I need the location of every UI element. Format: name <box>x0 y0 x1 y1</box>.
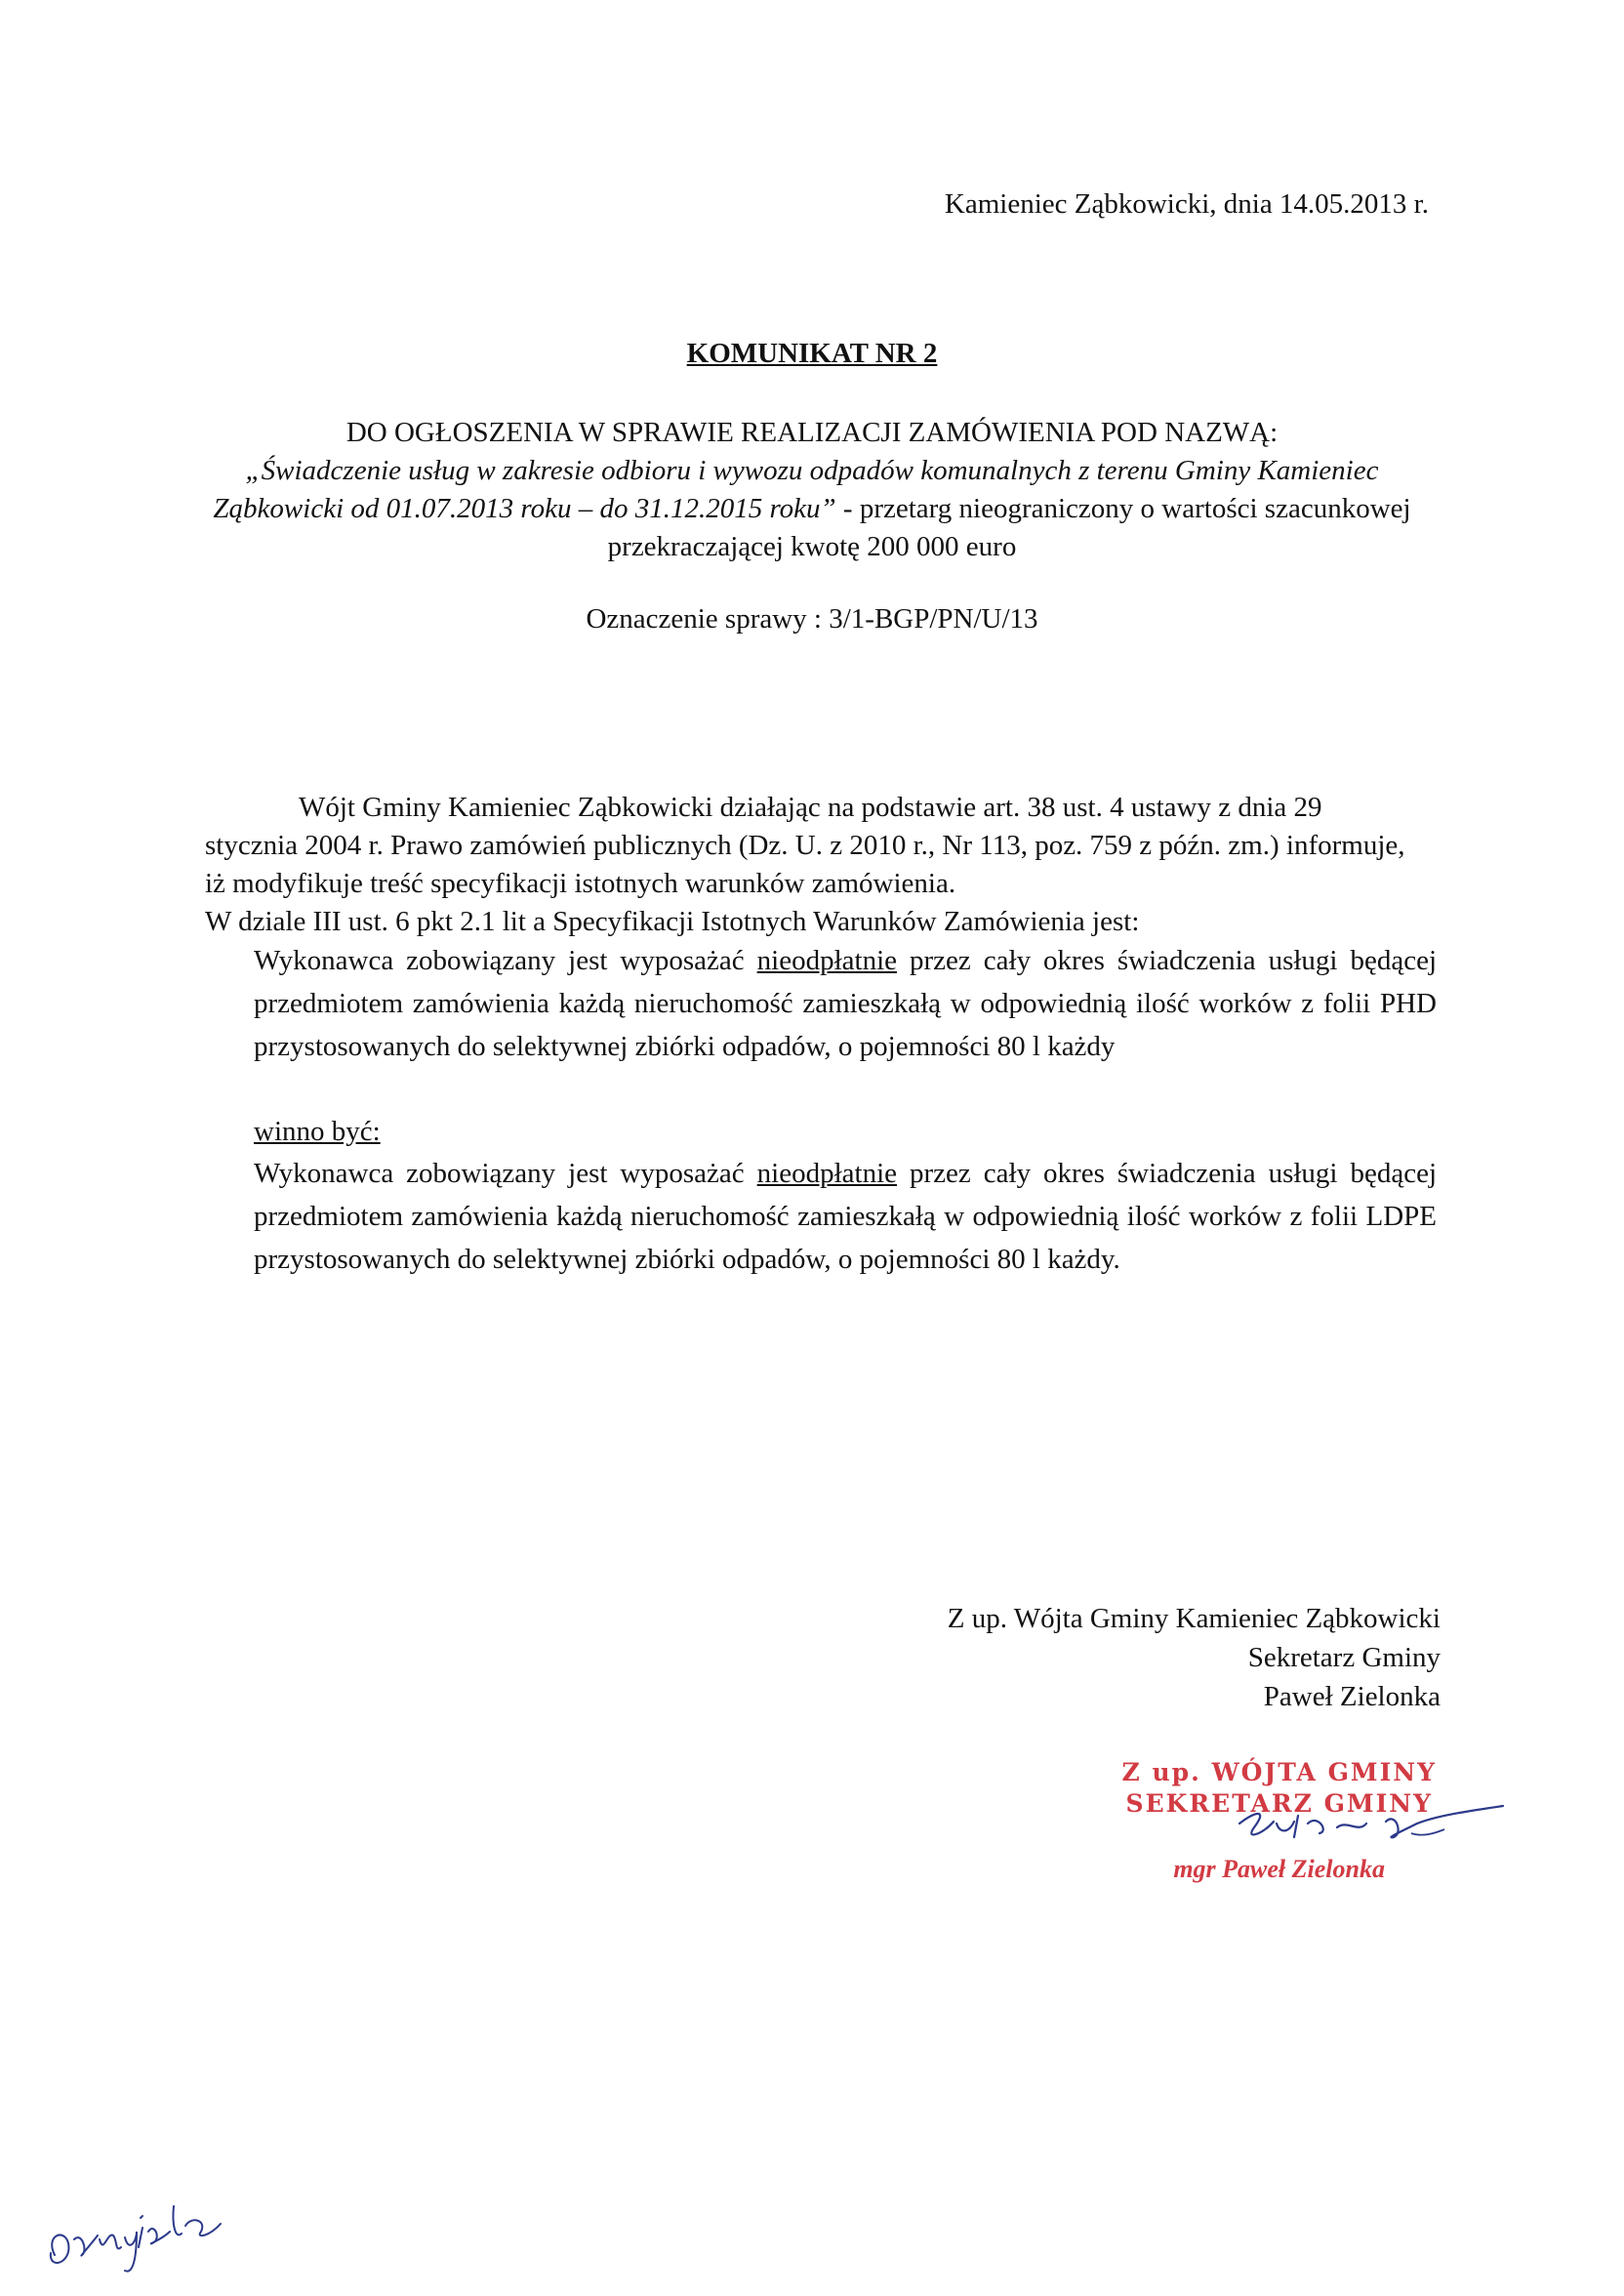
intro-paragraph <box>205 789 1415 941</box>
signature-line-2: Sekretarz Gminy <box>1247 1642 1441 1673</box>
tender-type: - przetarg nieograniczony o wartości szacunkowej przekraczającej kwotę 200 000 euro <box>607 493 1411 562</box>
case-reference: Oznaczenie sprawy : 3/1-BGP/PN/U/13 <box>586 603 1038 635</box>
stamp-line-1: Z up. WÓJTA GMINY <box>1121 1758 1437 1786</box>
should-be-text: winno być: <box>254 1116 381 1147</box>
new-wording <box>254 1152 1437 1281</box>
should-be-label <box>254 1110 1437 1153</box>
signature-line-3: Paweł Zielonka <box>1263 1681 1441 1712</box>
current-wording <box>254 939 1437 1068</box>
blue-signature <box>1074 1794 1522 1882</box>
heading-line: DO OGŁOSZENIA W SPRAWIE REALIZACJI ZAMÓWIENIA POD NAZWĄ: <box>345 417 1279 448</box>
signature-block <box>948 1599 1441 1716</box>
current-underlined-word: nieodpłatnie <box>756 945 897 976</box>
contract-name: „Świadczenie usług w zakresie odbioru i wywozu odpadów komunalnych z terenu Gminy Kamieniec Ząbkowicki od 01.07.2013 roku – do 31.12.2015 roku” <box>213 455 1379 524</box>
document-title: KOMUNIKAT NR 2 <box>686 338 938 369</box>
stamp-name: mgr Paweł Zielonka <box>1173 1855 1385 1883</box>
current-text-end: przez cały okres świadczenia usługi będącej przedmiotem zamówienia każdą nieruchomość zamieszkałą w odpowiednią ilość worków z folii PHD przystosowanych do selektywnej zbiórki odpadów, o pojemności 80 l każdy <box>254 945 1438 1062</box>
stamp-line-2: SEKRETARZ GMINY <box>1125 1789 1433 1818</box>
section-reference: W dziale III ust. 6 pkt 2.1 lit a Specyfikacji Istotnych Warunków Zamówienia jest: <box>205 906 1140 937</box>
handwritten-note <box>35 2138 289 2284</box>
new-text-start: Wykonawca zobowiązany jest wyposażać <box>254 1158 757 1189</box>
announcement-heading <box>195 414 1429 566</box>
current-text-start: Wykonawca zobowiązany jest wyposażać <box>254 945 757 976</box>
date-line: Kamieniec Ząbkowicki, dnia 14.05.2013 r. <box>944 188 1429 220</box>
new-text-end: przez cały okres świadczenia usługi będącej przedmiotem zamówienia każdą nieruchomość zamieszkałą w odpowiednią ilość worków z folii LDPE przystosowanych do selektywnej zbiórki odpadów, o pojemności 80 l każdy. <box>254 1158 1438 1275</box>
signature-line-1: Z up. Wójta Gminy Kamieniec Ząbkowicki <box>947 1603 1441 1634</box>
intro-text: Wójt Gminy Kamieniec Ząbkowicki działając na podstawie art. 38 ust. 4 ustawy z dnia 29 stycznia 2004 r. Prawo zamówień publicznych (Dz. U. z 2010 r., Nr 113, poz. 759 z późn. zm.) informuje, iż modyfikuje treść specyfikacji istotnych warunków zamówienia. <box>205 792 1405 899</box>
new-underlined-word: nieodpłatnie <box>756 1158 897 1189</box>
